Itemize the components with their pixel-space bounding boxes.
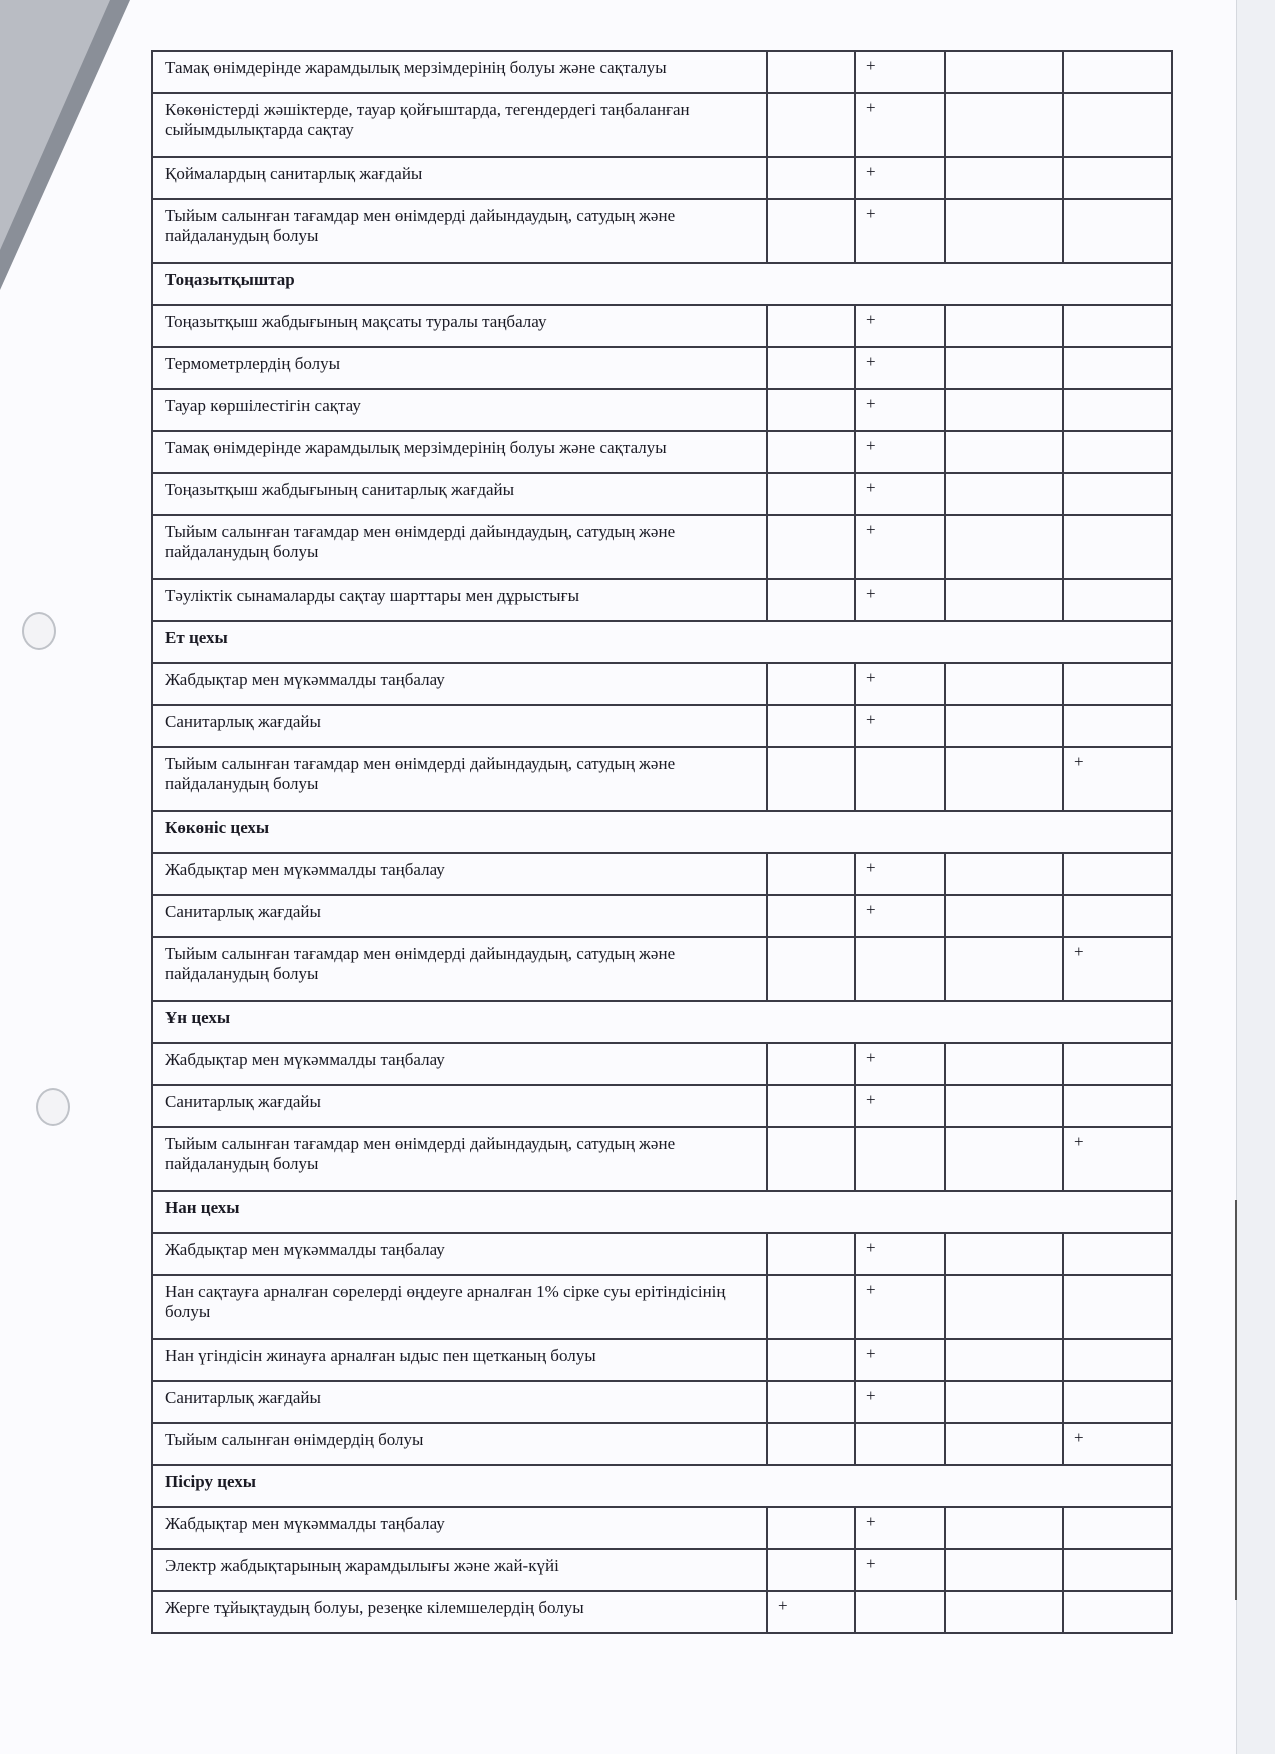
mark-cell-col-1: [767, 1507, 855, 1549]
checklist-row: [152, 93, 1172, 157]
mark-cell-col-2: +: [855, 853, 945, 895]
mark-cell-col-2: +: [855, 51, 945, 93]
mark-cell-col-2: +: [855, 663, 945, 705]
mark-cell-col-3: [945, 853, 1063, 895]
mark-cell-col-3: [945, 1043, 1063, 1085]
mark-cell-col-4: [1063, 1549, 1172, 1591]
mark-cell-col-4: +: [1063, 1127, 1172, 1191]
checklist-row: [152, 389, 1172, 431]
mark-cell-col-3: [945, 1591, 1063, 1633]
mark-cell-col-2: +: [855, 305, 945, 347]
mark-cell-col-3: [945, 1085, 1063, 1127]
checklist-row: [152, 1233, 1172, 1275]
checklist-item-label: Жерге тұйықтаудың болуы, резеңке кілемшелердің болуы: [152, 1591, 767, 1633]
mark-cell-col-1: [767, 1339, 855, 1381]
checklist-row: [152, 1591, 1172, 1633]
mark-cell-col-4: [1063, 1085, 1172, 1127]
section-header-row: [152, 1465, 1172, 1507]
checklist-row: [152, 937, 1172, 1001]
checklist-row: [152, 1381, 1172, 1423]
checklist-row: [152, 705, 1172, 747]
section-title: Көкөніс цехы: [152, 811, 1172, 853]
mark-cell-col-2: +: [855, 473, 945, 515]
mark-cell-col-1: [767, 199, 855, 263]
section-header-row: [152, 811, 1172, 853]
mark-cell-col-4: [1063, 895, 1172, 937]
mark-cell-col-3: [945, 305, 1063, 347]
punch-hole: [22, 612, 56, 650]
mark-cell-col-4: +: [1063, 937, 1172, 1001]
mark-cell-col-2: +: [855, 93, 945, 157]
checklist-row: [152, 663, 1172, 705]
checklist-body: [152, 51, 1172, 1633]
checklist-item-label: Тыйым салынған өнімдердің болуы: [152, 1423, 767, 1465]
mark-cell-col-3: [945, 663, 1063, 705]
mark-cell-col-2: [855, 747, 945, 811]
mark-cell-col-1: [767, 937, 855, 1001]
mark-cell-col-1: [767, 305, 855, 347]
mark-cell-col-3: [945, 579, 1063, 621]
mark-cell-col-3: [945, 473, 1063, 515]
section-title: Ұн цехы: [152, 1001, 1172, 1043]
mark-cell-col-3: [945, 199, 1063, 263]
mark-cell-col-3: [945, 705, 1063, 747]
mark-cell-col-4: [1063, 579, 1172, 621]
mark-cell-col-2: +: [855, 1233, 945, 1275]
mark-cell-col-3: [945, 1127, 1063, 1191]
checklist-item-label: Нан сақтауға арналған сөрелерді өңдеуге арналған 1% сірке суы ерітіндісінің болуы: [152, 1275, 767, 1339]
checklist-item-label: Нан үгіндісін жинауға арналған ыдыс пен щетканың болуы: [152, 1339, 767, 1381]
checklist-row: [152, 853, 1172, 895]
mark-cell-col-3: [945, 1381, 1063, 1423]
mark-cell-col-4: [1063, 853, 1172, 895]
mark-cell-col-3: [945, 93, 1063, 157]
checklist-item-label: Санитарлық жағдайы: [152, 705, 767, 747]
checklist-row: [152, 895, 1172, 937]
mark-cell-col-1: [767, 431, 855, 473]
checklist-item-label: Жабдықтар мен мүкәммалды таңбалау: [152, 1043, 767, 1085]
mark-cell-col-2: +: [855, 157, 945, 199]
mark-cell-col-3: [945, 1275, 1063, 1339]
mark-cell-col-1: [767, 1085, 855, 1127]
checklist-item-label: Санитарлық жағдайы: [152, 895, 767, 937]
mark-cell-col-2: [855, 937, 945, 1001]
checklist-item-label: Тыйым салынған тағамдар мен өнімдерді дайындаудың, сатудың және пайдаланудың болуы: [152, 937, 767, 1001]
checklist-row: [152, 1043, 1172, 1085]
mark-cell-col-2: +: [855, 431, 945, 473]
mark-cell-col-4: [1063, 199, 1172, 263]
page-edge-underneath: [1236, 0, 1275, 1754]
mark-cell-col-1: [767, 1043, 855, 1085]
mark-cell-col-2: +: [855, 579, 945, 621]
checklist-row: [152, 1423, 1172, 1465]
mark-cell-col-4: [1063, 1339, 1172, 1381]
mark-cell-col-4: [1063, 473, 1172, 515]
underlying-page-border: [1235, 1200, 1263, 1600]
checklist-item-label: Тауар көршілестігін сақтау: [152, 389, 767, 431]
mark-cell-col-2: +: [855, 389, 945, 431]
section-title: Пісіру цехы: [152, 1465, 1172, 1507]
mark-cell-col-4: [1063, 93, 1172, 157]
mark-cell-col-4: [1063, 515, 1172, 579]
checklist-item-label: Қоймалардың санитарлық жағдайы: [152, 157, 767, 199]
checklist-row: [152, 347, 1172, 389]
checklist-item-label: Тыйым салынған тағамдар мен өнімдерді дайындаудың, сатудың және пайдаланудың болуы: [152, 515, 767, 579]
mark-cell-col-3: [945, 515, 1063, 579]
mark-cell-col-4: [1063, 1043, 1172, 1085]
mark-cell-col-2: +: [855, 515, 945, 579]
mark-cell-col-2: +: [855, 1275, 945, 1339]
mark-cell-col-1: [767, 705, 855, 747]
mark-cell-col-4: [1063, 1507, 1172, 1549]
checklist-row: [152, 199, 1172, 263]
mark-cell-col-1: [767, 157, 855, 199]
mark-cell-col-4: [1063, 1381, 1172, 1423]
mark-cell-col-4: [1063, 1591, 1172, 1633]
mark-cell-col-1: [767, 51, 855, 93]
checklist-item-label: Жабдықтар мен мүкәммалды таңбалау: [152, 663, 767, 705]
mark-cell-col-3: [945, 51, 1063, 93]
checklist-item-label: Тоңазытқыш жабдығының мақсаты туралы таңбалау: [152, 305, 767, 347]
inspection-checklist-table: [151, 50, 1173, 1634]
mark-cell-col-2: +: [855, 1507, 945, 1549]
mark-cell-col-3: [945, 389, 1063, 431]
mark-cell-col-1: [767, 515, 855, 579]
mark-cell-col-1: [767, 389, 855, 431]
mark-cell-col-1: [767, 347, 855, 389]
section-title: Тоңазытқыштар: [152, 263, 1172, 305]
mark-cell-col-4: [1063, 389, 1172, 431]
section-title: Ет цехы: [152, 621, 1172, 663]
checklist-item-label: Тамақ өнімдерінде жарамдылық мерзімдерінің болуы және сақталуы: [152, 431, 767, 473]
mark-cell-col-2: +: [855, 705, 945, 747]
mark-cell-col-3: [945, 1507, 1063, 1549]
mark-cell-col-3: [945, 1233, 1063, 1275]
mark-cell-col-3: [945, 1339, 1063, 1381]
checklist-row: [152, 51, 1172, 93]
mark-cell-col-2: +: [855, 1381, 945, 1423]
mark-cell-col-3: [945, 157, 1063, 199]
checklist-item-label: Тыйым салынған тағамдар мен өнімдерді дайындаудың, сатудың және пайдаланудың болуы: [152, 199, 767, 263]
mark-cell-col-1: [767, 1275, 855, 1339]
mark-cell-col-1: [767, 1233, 855, 1275]
checklist-row: [152, 1549, 1172, 1591]
checklist-row: [152, 1507, 1172, 1549]
checklist-row: [152, 1127, 1172, 1191]
checklist-item-label: Тәуліктік сынамаларды сақтау шарттары мен дұрыстығы: [152, 579, 767, 621]
mark-cell-col-1: [767, 1423, 855, 1465]
checklist-row: [152, 1085, 1172, 1127]
mark-cell-col-4: [1063, 705, 1172, 747]
checklist-item-label: Жабдықтар мен мүкәммалды таңбалау: [152, 1233, 767, 1275]
mark-cell-col-3: [945, 431, 1063, 473]
mark-cell-col-3: [945, 937, 1063, 1001]
checklist-item-label: Тыйым салынған тағамдар мен өнімдерді дайындаудың, сатудың және пайдаланудың болуы: [152, 1127, 767, 1191]
mark-cell-col-2: +: [855, 1043, 945, 1085]
checklist-row: [152, 157, 1172, 199]
mark-cell-col-1: [767, 747, 855, 811]
mark-cell-col-4: [1063, 157, 1172, 199]
mark-cell-col-1: [767, 853, 855, 895]
mark-cell-col-4: [1063, 305, 1172, 347]
checklist-row: [152, 431, 1172, 473]
checklist-row: [152, 473, 1172, 515]
mark-cell-col-4: [1063, 1275, 1172, 1339]
folded-corner-highlight: [0, 0, 110, 250]
mark-cell-col-2: +: [855, 1085, 945, 1127]
mark-cell-col-4: [1063, 51, 1172, 93]
mark-cell-col-3: [945, 895, 1063, 937]
mark-cell-col-1: [767, 1127, 855, 1191]
checklist-item-label: Электр жабдықтарының жарамдылығы және жай-күйі: [152, 1549, 767, 1591]
mark-cell-col-3: [945, 347, 1063, 389]
mark-cell-col-4: [1063, 431, 1172, 473]
mark-cell-col-2: +: [855, 347, 945, 389]
mark-cell-col-1: +: [767, 1591, 855, 1633]
checklist-item-label: Термометрлердің болуы: [152, 347, 767, 389]
checklist-item-label: Тыйым салынған тағамдар мен өнімдерді дайындаудың, сатудың және пайдаланудың болуы: [152, 747, 767, 811]
mark-cell-col-4: [1063, 663, 1172, 705]
mark-cell-col-4: +: [1063, 1423, 1172, 1465]
checklist-item-label: Тамақ өнімдерінде жарамдылық мерзімдерінің болуы және сақталуы: [152, 51, 767, 93]
checklist-item-label: Көкөністерді жәшіктерде, тауар қойғыштарда, тегендердегі таңбаланған сыйымдылықтарда сақтау: [152, 93, 767, 157]
mark-cell-col-3: [945, 747, 1063, 811]
mark-cell-col-1: [767, 1381, 855, 1423]
mark-cell-col-1: [767, 1549, 855, 1591]
section-header-row: [152, 1191, 1172, 1233]
checklist-item-label: Санитарлық жағдайы: [152, 1381, 767, 1423]
mark-cell-col-4: [1063, 347, 1172, 389]
mark-cell-col-2: +: [855, 895, 945, 937]
mark-cell-col-2: [855, 1127, 945, 1191]
mark-cell-col-1: [767, 663, 855, 705]
mark-cell-col-4: +: [1063, 747, 1172, 811]
section-title: Нан цехы: [152, 1191, 1172, 1233]
mark-cell-col-3: [945, 1423, 1063, 1465]
mark-cell-col-2: [855, 1423, 945, 1465]
mark-cell-col-1: [767, 473, 855, 515]
mark-cell-col-4: [1063, 1233, 1172, 1275]
checklist-item-label: Тоңазытқыш жабдығының санитарлық жағдайы: [152, 473, 767, 515]
checklist-item-label: Жабдықтар мен мүкәммалды таңбалау: [152, 1507, 767, 1549]
section-header-row: [152, 621, 1172, 663]
checklist-row: [152, 579, 1172, 621]
checklist-row: [152, 747, 1172, 811]
mark-cell-col-2: [855, 1591, 945, 1633]
mark-cell-col-2: +: [855, 1549, 945, 1591]
checklist-item-label: Санитарлық жағдайы: [152, 1085, 767, 1127]
checklist-row: [152, 515, 1172, 579]
punch-hole: [36, 1088, 70, 1126]
mark-cell-col-1: [767, 895, 855, 937]
mark-cell-col-1: [767, 93, 855, 157]
section-header-row: [152, 1001, 1172, 1043]
checklist-row: [152, 1275, 1172, 1339]
mark-cell-col-3: [945, 1549, 1063, 1591]
checklist-item-label: Жабдықтар мен мүкәммалды таңбалау: [152, 853, 767, 895]
mark-cell-col-1: [767, 579, 855, 621]
checklist-row: [152, 1339, 1172, 1381]
section-header-row: [152, 263, 1172, 305]
mark-cell-col-2: +: [855, 199, 945, 263]
mark-cell-col-2: +: [855, 1339, 945, 1381]
checklist-row: [152, 305, 1172, 347]
